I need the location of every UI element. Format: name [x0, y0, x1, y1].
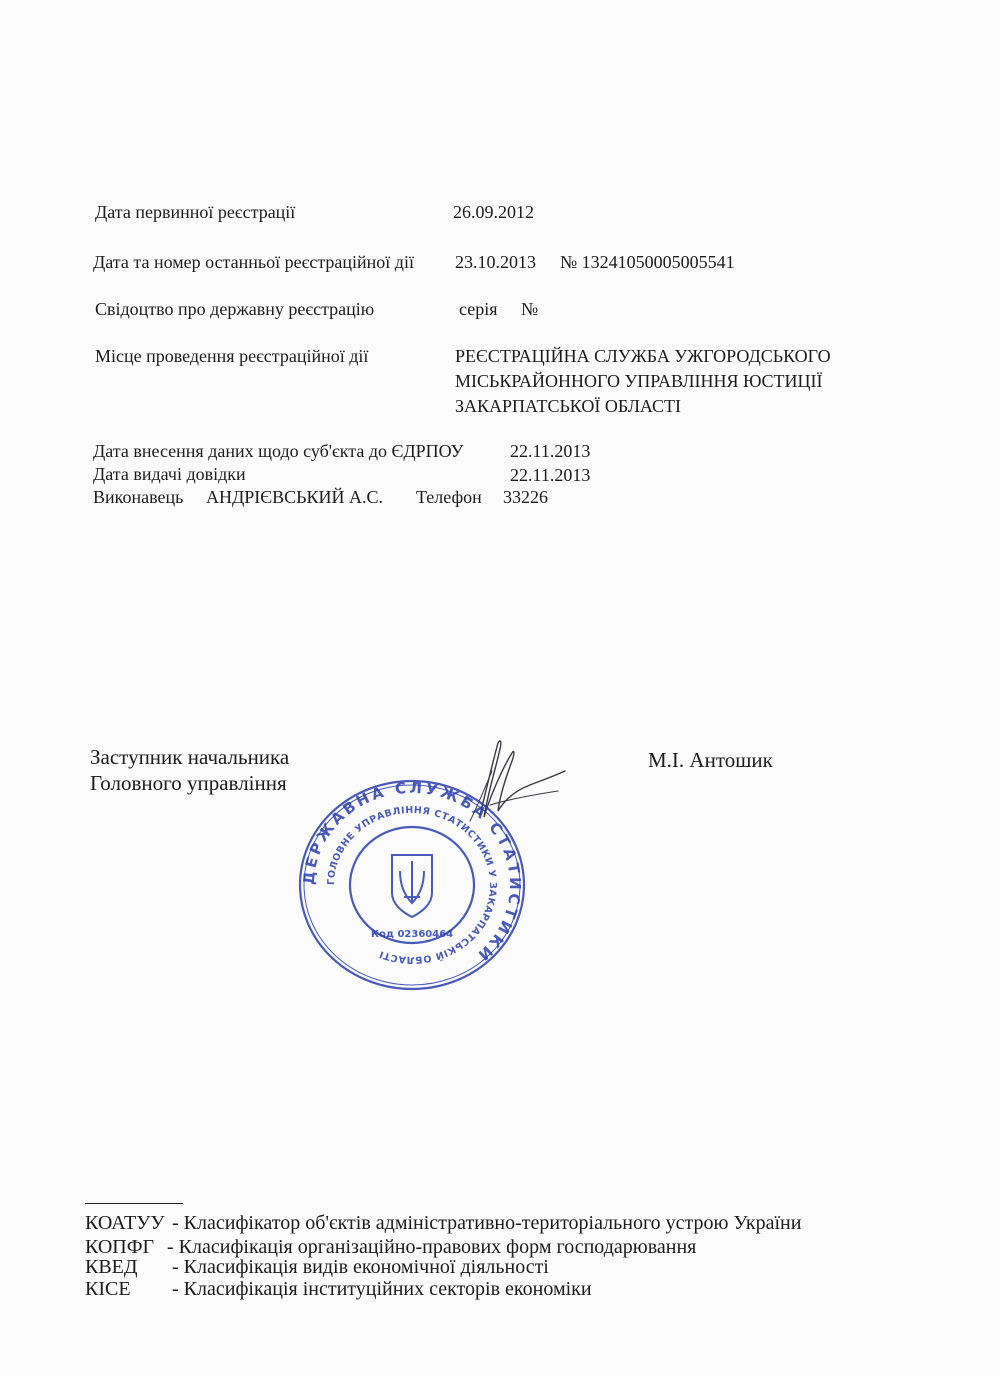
footnote-text: - Класифікація організаційно-правових форм господарювання	[167, 1236, 697, 1258]
footnote-abbr: КВЕД	[85, 1256, 138, 1278]
footnote-text: - Класифікація видів економічної діяльності	[172, 1256, 549, 1278]
footnote-text: - Класифікатор об'єктів адміністративно-територіального устрою України	[172, 1212, 802, 1234]
first-registration-date: 26.09.2012	[453, 202, 534, 222]
footnote-text: - Класифікація інституційних секторів економіки	[172, 1278, 592, 1300]
footnote-abbr: КОАТУУ	[85, 1212, 165, 1234]
phone-label: Телефон	[416, 487, 482, 507]
certificate-number: №	[521, 299, 539, 319]
coat-of-arms-icon	[392, 855, 432, 917]
stamp-outer-text: ДЕРЖАВНА СЛУЖБА СТАТИСТИКИ	[299, 778, 525, 967]
place-line-1: РЕЄСТРАЦІЙНА СЛУЖБА УЖГОРОДСЬКОГО	[455, 346, 831, 366]
place-label: Місце проведення реєстраційної дії	[95, 346, 369, 366]
executor-name: АНДРІЄВСЬКИЙ А.С.	[206, 487, 384, 507]
phone-value: 33226	[503, 487, 548, 507]
footnote-abbr: КІСЕ	[85, 1278, 131, 1300]
edrpou-date: 22.11.2013	[510, 441, 591, 461]
certificate-label: Свідоцтво про державну реєстрацію	[95, 299, 375, 319]
edrpou-label: Дата внесення даних щодо суб'єкта до ЄДРПОУ	[93, 441, 464, 461]
last-action-number: № 13241050005005541	[560, 252, 735, 272]
footnote-rule	[85, 1203, 183, 1204]
official-stamp	[292, 775, 532, 995]
place-line-3: ЗАКАРПАТСЬКОЇ ОБЛАСТІ	[455, 396, 682, 416]
issue-label: Дата видачі довідки	[93, 464, 246, 484]
issue-date: 22.11.2013	[510, 465, 591, 485]
footnote-abbr: КОПФГ	[85, 1236, 155, 1258]
stamp-code: Код 02360464	[370, 929, 454, 940]
last-action-date: 23.10.2013	[455, 252, 536, 272]
executor-label: Виконавець	[93, 487, 184, 507]
place-line-2: МІСЬКРАЙОННОГО УПРАВЛІННЯ ЮСТИЦІЇ	[455, 371, 823, 391]
stamp-inner-text: ГОЛОВНЕ УПРАВЛІННЯ СТАТИСТИКИ У ЗАКАРПАТСЬКІЙ ОБЛАСТІ	[325, 804, 499, 966]
signer-name: М.І. Антошик	[648, 748, 773, 772]
signer-position-line-1: Заступник начальника	[90, 745, 290, 769]
signer-position-line-2: Головного управління	[90, 771, 287, 795]
last-action-label: Дата та номер останньої реєстраційної дії	[93, 252, 414, 272]
certificate-series: серія	[459, 299, 498, 319]
first-registration-label: Дата первинної реєстрації	[95, 202, 296, 222]
